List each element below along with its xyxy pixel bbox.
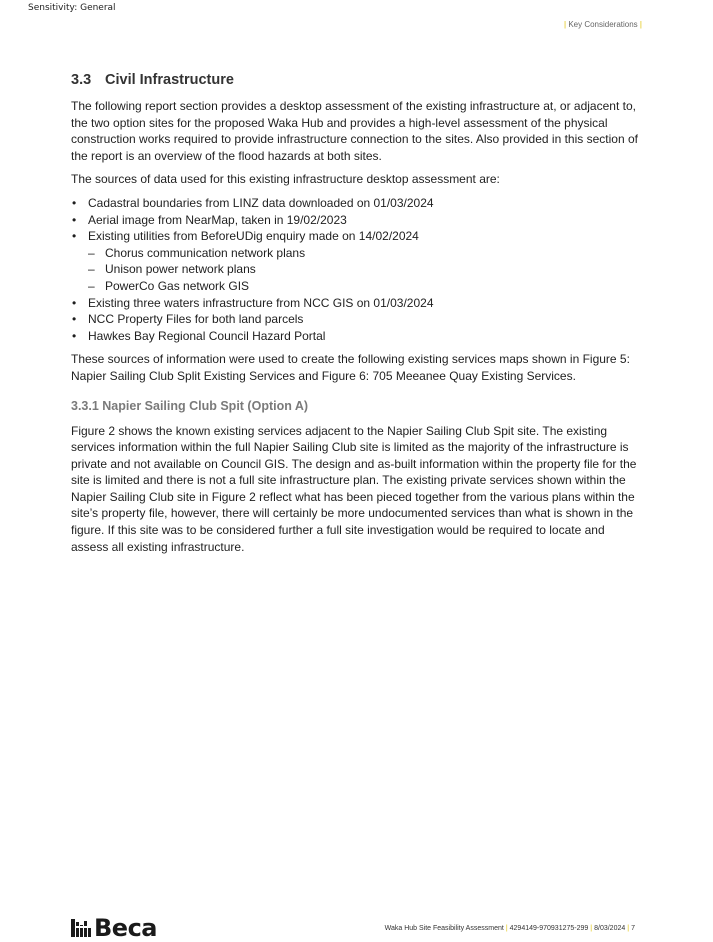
- list-item-text: Hawkes Bay Regional Council Hazard Portal: [88, 328, 326, 343]
- running-header: [564, 20, 642, 29]
- list-item-text: NCC Property Files for both land parcels: [88, 312, 304, 327]
- intro-paragraph: The following report section provides a desktop assessment of the existing infrastructure at, or adjacent to, the two option sites for the proposed Waka Hub and provides a high-level assessment of the physical construction works required to provide infrastructure connection to the sites. Also provided in this section of the report is an overview of the flood hazards at both sites.: [71, 99, 638, 163]
- section-heading: [71, 72, 641, 88]
- footer-separator: |: [590, 925, 593, 932]
- bullet-marker: •: [72, 229, 77, 244]
- beca-logo-wordmark: Beca: [94, 914, 157, 942]
- list-item: [71, 195, 641, 212]
- footer-date: 8/03/2024: [594, 925, 626, 932]
- list-item: [71, 228, 641, 294]
- footer-document-title: Waka Hub Site Feasibility Assessment: [384, 925, 504, 932]
- bullet-marker: •: [72, 312, 77, 327]
- footer-separator: |: [627, 925, 630, 932]
- dash-marker: –: [88, 278, 95, 293]
- bullet-marker: •: [72, 295, 77, 310]
- sublist-item-text: Chorus communication network plans: [105, 245, 306, 260]
- beca-logo: [71, 916, 157, 940]
- sensitivity-label: Sensitivity: General: [28, 3, 116, 13]
- sublist-item-text: PowerCo Gas network GIS: [105, 278, 250, 293]
- section-number: 3.3: [71, 72, 92, 88]
- bullet-marker: •: [72, 328, 77, 343]
- list-item: [71, 311, 641, 328]
- sources-list: [71, 195, 641, 344]
- list-item: [71, 212, 641, 229]
- page-number: 7: [631, 925, 635, 932]
- subsection-heading: 3.3.1 Napier Sailing Club Spit (Option A): [71, 398, 309, 413]
- page-body: [71, 72, 641, 562]
- list-item-text: Existing utilities from BeforeUDig enquiry made on 14/02/2024: [88, 229, 419, 244]
- footer-info: [385, 925, 635, 932]
- dash-marker: –: [88, 245, 95, 260]
- bullet-marker: •: [72, 195, 77, 210]
- list-item-text: Cadastral boundaries from LINZ data downloaded on 01/03/2024: [88, 195, 434, 210]
- list-item: [71, 295, 641, 312]
- sublist-item-text: Unison power network plans: [105, 262, 256, 277]
- running-head-title: Key Considerations: [568, 20, 638, 29]
- header-divider: |: [564, 20, 567, 29]
- subsection-paragraph: Figure 2 shows the known existing services adjacent to the Napier Sailing Club Spit site. The existing services information within the full Napier Sailing Club site is limited as the majority of the infrastructure is private and not available on Council GIS. The design and as-built information within the property file for the site is limited and there is not a full site infrastructure plan. The existing private services shown within the Napier Sailing Club site in Figure 2 reflect what has been pieced together from the various plans within the site’s property file, however, there will certainly be more undocumented services than what is shown in the figure. If this site was to be considered further a full site investigation would be required to locate and assess all existing infrastructure.: [71, 423, 637, 554]
- dash-marker: –: [88, 262, 95, 277]
- section-title: Civil Infrastructure: [105, 72, 234, 88]
- sources-lead-paragraph: The sources of data used for this existing infrastructure desktop assessment are:: [71, 172, 500, 187]
- header-divider: |: [639, 20, 642, 29]
- sublist-item: [88, 278, 641, 295]
- list-item-text: Existing three waters infrastructure from NCC GIS on 01/03/2024: [88, 295, 434, 310]
- list-item: [71, 328, 641, 345]
- utilities-sublist: [88, 245, 641, 295]
- beca-logo-icon: [71, 919, 91, 937]
- bullet-marker: •: [72, 212, 77, 227]
- sublist-item: [88, 245, 641, 262]
- footer-reference: 4294149-970931275-299: [509, 925, 589, 932]
- sublist-item: [88, 261, 641, 278]
- footer-separator: |: [505, 925, 508, 932]
- list-item-text: Aerial image from NearMap, taken in 19/02/2023: [88, 212, 347, 227]
- closing-paragraph: These sources of information were used to create the following existing services maps shown in Figure 5: Napier Sailing Club Split Existing Services and Figure 6: 705 Meeanee Quay Existing Services.: [71, 352, 630, 383]
